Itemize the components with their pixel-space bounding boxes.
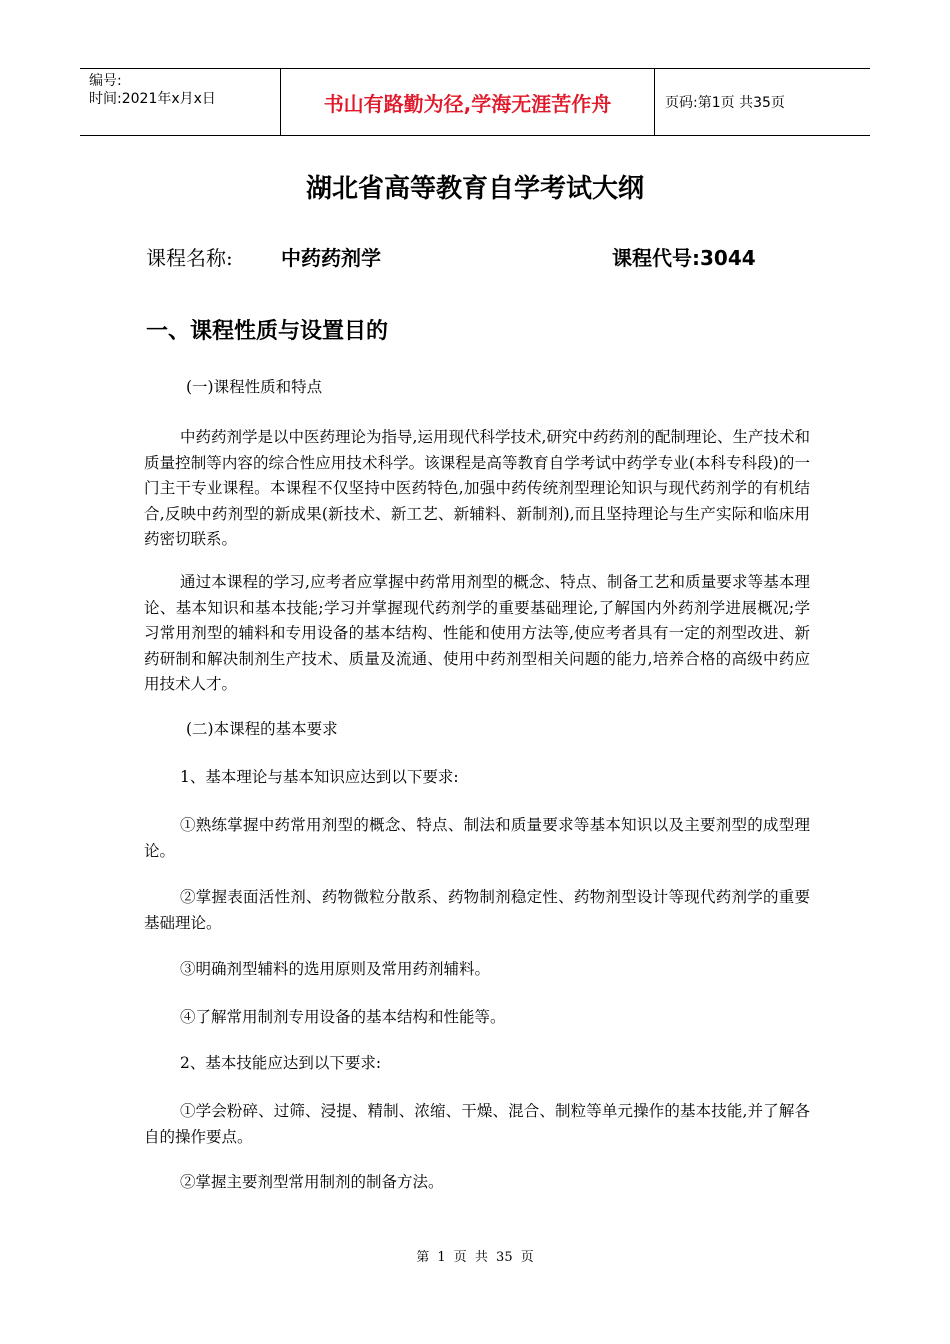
section-heading: 一、课程性质与设置目的	[146, 319, 389, 344]
doc-number-label: 编号:	[89, 73, 122, 89]
list-item: ②掌握表面活性剂、药物微粒分散系、药物制剂稳定性、药物剂型设计等现代药剂学的重要基础理论。	[144, 888, 810, 932]
list-item: ①熟练掌握中药常用剂型的概念、特点、制法和质量要求等基本知识以及主要剂型的成型理论。	[144, 816, 810, 860]
course-name: 中药药剂学	[281, 246, 381, 270]
body-paragraph: 通过本课程的学习,应考者应掌握中药常用剂型的概念、特点、制备工艺和质量要求等基本理论、基本知识和基本技能;学习并掌握现代药剂学的重要基础理论,了解国内外药剂学进展概况;学习常用剂型的辅料和专用设备的基本结构、性能和使用方法等,使应考者具有一定的剂型改进、新药研制和解决制剂生产技术、质量及流通、使用中药剂型相关问题的能力,培养合格的高级中药应用技术人才。	[144, 573, 810, 693]
subsection-heading: (一)课程性质和特点	[186, 378, 323, 396]
header-motto: 书山有路勤为径,学海无涯苦作舟	[281, 69, 655, 135]
body-paragraph: 中药药剂学是以中医药理论为指导,运用现代科学技术,研究中药药剂的配制理论、生产技术和质量控制等内容的综合性应用技术科学。该课程是高等教育自学考试中药学专业(本科专科段)的一门主干专业课程。本课程不仅坚持中医药特色,加强中药传统剂型理论知识与现代药剂学的有机结合,反映中药剂型的新成果(新技术、新工艺、新辅料、新制剂),而且坚持理论与生产实际和临床用药密切联系。	[144, 428, 810, 548]
page-footer: 第 1 页 共 35 页	[416, 1250, 534, 1265]
list-item: ①学会粉碎、过筛、浸提、精制、浓缩、干燥、混合、制粒等单元操作的基本技能,并了解各自的操作要点。	[144, 1102, 810, 1146]
course-name-label: 课程名称:	[146, 246, 233, 270]
document-title: 湖北省高等教育自学考试大纲	[305, 174, 644, 204]
header-table	[80, 68, 870, 136]
subsection-heading: (二)本课程的基本要求	[186, 720, 338, 738]
header-meta-cell	[80, 69, 281, 135]
list-item: ③明确剂型辅料的选用原则及常用药剂辅料。	[180, 960, 491, 978]
course-info-line	[146, 242, 806, 274]
list-item: ④了解常用制剂专用设备的基本结构和性能等。	[180, 1008, 506, 1026]
list-heading: 1、基本理论与基本知识应达到以下要求:	[180, 768, 459, 786]
header-page-info: 页码:第1页 共35页	[665, 95, 785, 111]
course-code: 课程代号:3044	[612, 246, 756, 270]
list-item: ②掌握主要剂型常用制剂的制备方法。	[180, 1173, 444, 1191]
list-heading: 2、基本技能应达到以下要求:	[180, 1054, 382, 1072]
doc-time-label: 时间:2021年x月x日	[89, 91, 216, 107]
